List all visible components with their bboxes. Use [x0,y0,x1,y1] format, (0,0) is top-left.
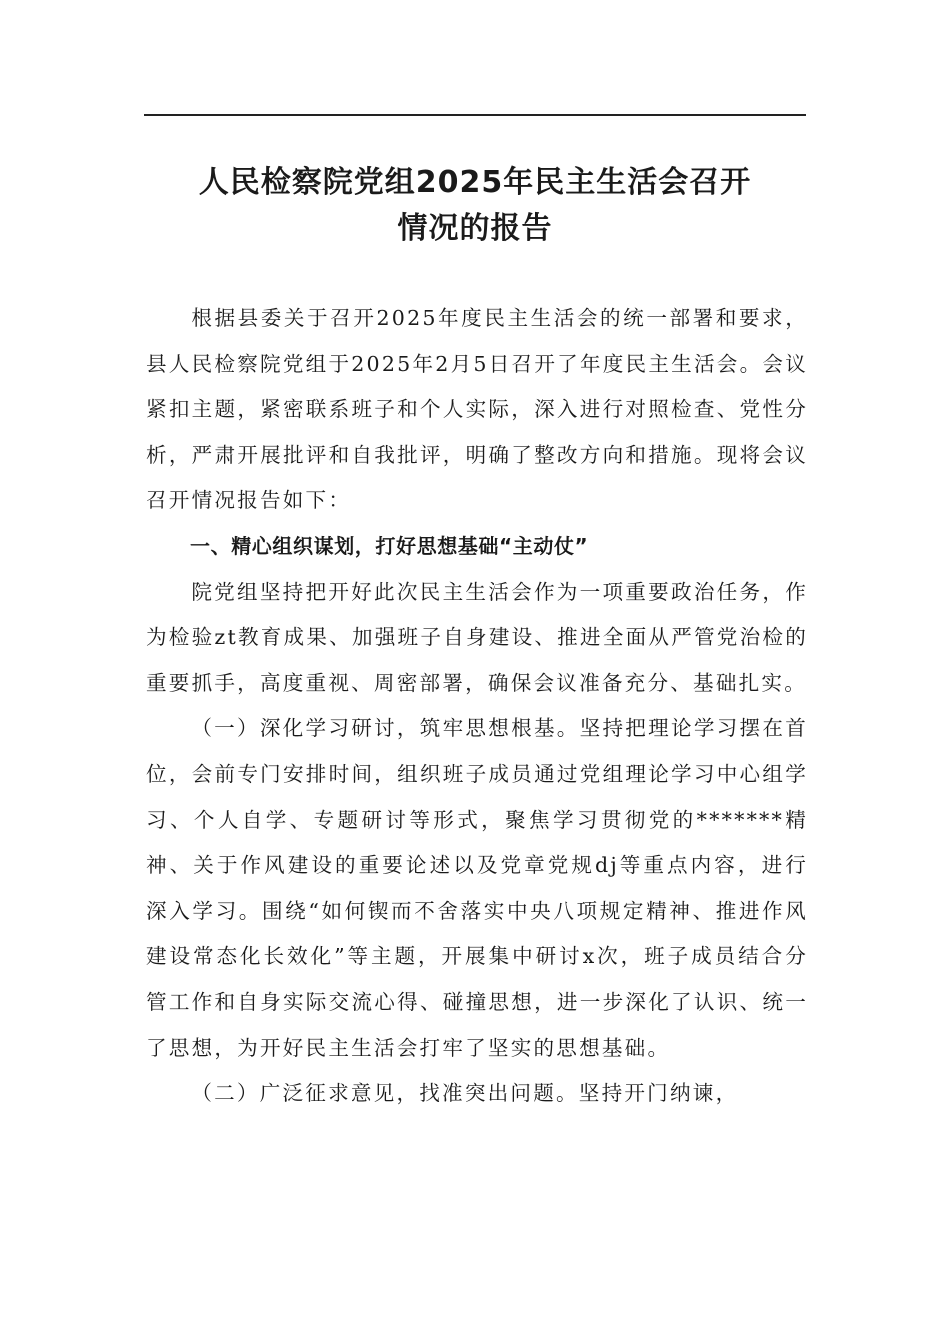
paragraph-intro: 根据县委关于召开2025年度民主生活会的统一部署和要求，县人民检察院党组于2025年2月5日召开了年度民主生活会。会议紧扣主题，紧密联系班子和个人实际，深入进行对照检查、党性分析，严肃开展批评和自我批评，明确了整改方向和措施。现将会议召开情况报告如下： [146,306,808,513]
paragraph-section-1: 院党组坚持把开好此次民主生活会作为一项重要政治任务，作为检验zt教育成果、加强班子自身建设、推进全面从严管党治检的重要抓手，高度重视、周密部署，确保会议准备充分、基础扎实。 [146,579,808,695]
title-line-2: 情况的报告 [397,211,553,246]
section-heading-1: 一、精心组织谋划，打好思想基础“主动仗” [190,533,589,558]
document-body [146,296,808,1117]
paragraph-subsection-2: （二）广泛征求意见，找准突出问题。坚持开门纳谏， [191,1081,739,1106]
header-rule [144,114,806,116]
document-title [144,160,806,252]
title-line-1: 人民检察院党组2025年民主生活会召开 [198,165,752,200]
paragraph-subsection-1: （一）深化学习研讨，筑牢思想根基。坚持把理论学习摆在首位，会前专门安排时间，组织班子成员通过党组理论学习中心组学习、个人自学、专题研讨等形式，聚焦学习贯彻党的*******精神、关于作风建设的重要论述以及党章党规dj等重点内容，进行深入学习。围绕“如何锲而不舍落实中央八项规定精神、推进作风建设常态化长效化”等主题，开展集中研讨x次，班子成员结合分管工作和自身实际交流心得、碰撞思想，进一步深化了认识、统一了思想，为开好民主生活会打牢了坚实的思想基础。 [146,716,808,1060]
